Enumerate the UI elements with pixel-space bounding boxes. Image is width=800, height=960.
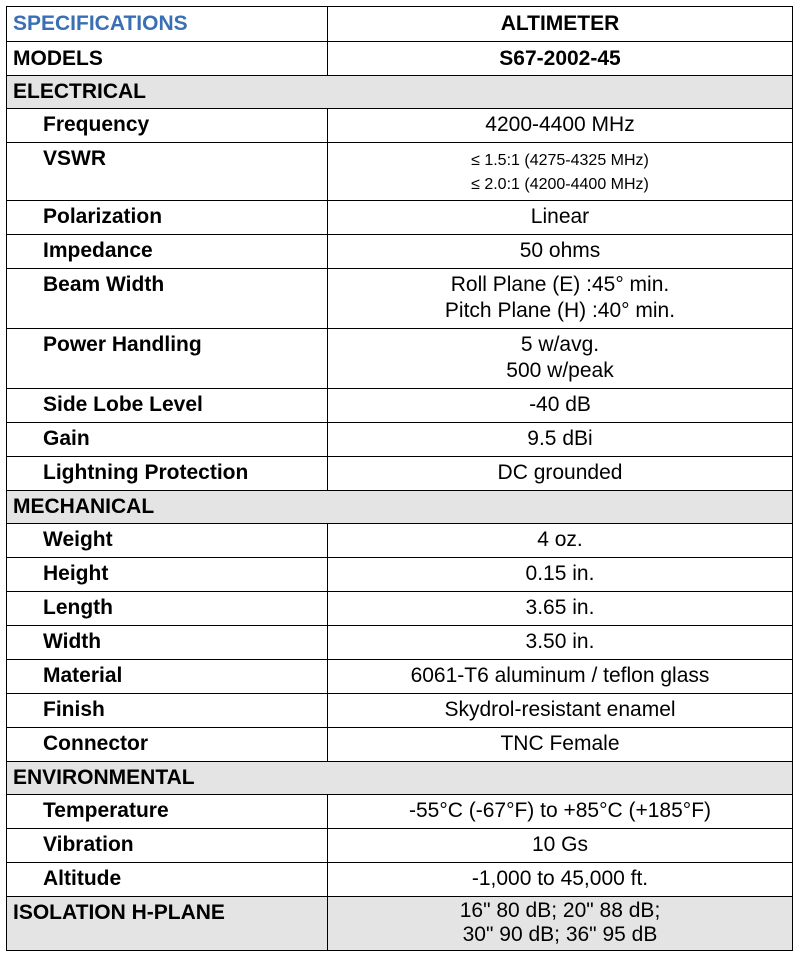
spec-label: Length [7, 592, 328, 626]
spec-row [7, 329, 793, 389]
spec-label: Lightning Protection [7, 457, 328, 491]
spec-label: Height [7, 558, 328, 592]
spec-value: 4 oz. [328, 524, 793, 558]
spec-row [7, 143, 793, 201]
spec-row [7, 626, 793, 660]
isolation-row [7, 897, 793, 951]
spec-label: Temperature [7, 795, 328, 829]
spec-row [7, 728, 793, 762]
spec-row [7, 457, 793, 491]
spec-label: Finish [7, 694, 328, 728]
spec-row [7, 524, 793, 558]
spec-row [7, 795, 793, 829]
spec-label: Altitude [7, 863, 328, 897]
spec-label: Side Lobe Level [7, 389, 328, 423]
model-number: S67-2002-45 [328, 42, 793, 76]
spec-label: Beam Width [7, 269, 328, 329]
spec-label: Frequency [7, 109, 328, 143]
spec-value: Skydrol-resistant enamel [328, 694, 793, 728]
spec-value: -40 dB [328, 389, 793, 423]
spec-row [7, 201, 793, 235]
specifications-title: SPECIFICATIONS [7, 7, 328, 42]
spec-value: 50 ohms [328, 235, 793, 269]
spec-value: TNC Female [328, 728, 793, 762]
spec-value-line: 500 w/peak [506, 359, 614, 382]
spec-value-line: Roll Plane (E) :45° min. [450, 273, 670, 296]
section-title: MECHANICAL [7, 491, 793, 524]
section-title: ELECTRICAL [7, 76, 793, 109]
isolation-value-line: 16" 80 dB; 20" 88 dB; [459, 899, 661, 922]
spec-value-line: 5 w/avg. [520, 333, 600, 356]
spec-row [7, 389, 793, 423]
spec-value [328, 143, 793, 201]
spec-row [7, 829, 793, 863]
models-row [7, 42, 793, 76]
spec-value-line: Pitch Plane (H) :40° min. [444, 299, 676, 322]
spec-value: 9.5 dBi [328, 423, 793, 457]
isolation-value [328, 897, 793, 951]
spec-value: 10 Gs [328, 829, 793, 863]
spec-value [328, 269, 793, 329]
spec-row [7, 269, 793, 329]
spec-label: Impedance [7, 235, 328, 269]
spec-value: 3.50 in. [328, 626, 793, 660]
spec-row [7, 558, 793, 592]
spec-row [7, 694, 793, 728]
section-title: ENVIRONMENTAL [7, 762, 793, 795]
spec-row [7, 109, 793, 143]
spec-value-line: ≤ 1.5:1 (4275-4325 MHz) [471, 152, 649, 169]
specifications-table [6, 6, 793, 951]
spec-value: Linear [328, 201, 793, 235]
spec-value: -55°C (-67°F) to +85°C (+185°F) [328, 795, 793, 829]
spec-label: VSWR [7, 143, 328, 201]
spec-value: 6061-T6 aluminum / teflon glass [328, 660, 793, 694]
isolation-value-line: 30" 90 dB; 36" 95 dB [462, 923, 658, 946]
spec-label: Weight [7, 524, 328, 558]
section-header-environmental [7, 762, 793, 795]
spec-label: Material [7, 660, 328, 694]
models-label: MODELS [7, 42, 328, 76]
spec-value: DC grounded [328, 457, 793, 491]
spec-row [7, 592, 793, 626]
spec-label: Gain [7, 423, 328, 457]
spec-value [328, 329, 793, 389]
spec-label: Vibration [7, 829, 328, 863]
isolation-label: ISOLATION H-PLANE [7, 897, 328, 951]
section-header-electrical [7, 76, 793, 109]
spec-label: Polarization [7, 201, 328, 235]
spec-row [7, 423, 793, 457]
header-row [7, 7, 793, 42]
product-column-header: ALTIMETER [328, 7, 793, 42]
spec-label: Connector [7, 728, 328, 762]
spec-row [7, 863, 793, 897]
spec-value: -1,000 to 45,000 ft. [328, 863, 793, 897]
spec-value: 4200-4400 MHz [328, 109, 793, 143]
spec-value: 3.65 in. [328, 592, 793, 626]
spec-row [7, 660, 793, 694]
spec-value-line: ≤ 2.0:1 (4200-4400 MHz) [471, 176, 649, 193]
spec-label: Power Handling [7, 329, 328, 389]
section-header-mechanical [7, 491, 793, 524]
spec-value: 0.15 in. [328, 558, 793, 592]
spec-label: Width [7, 626, 328, 660]
spec-row [7, 235, 793, 269]
